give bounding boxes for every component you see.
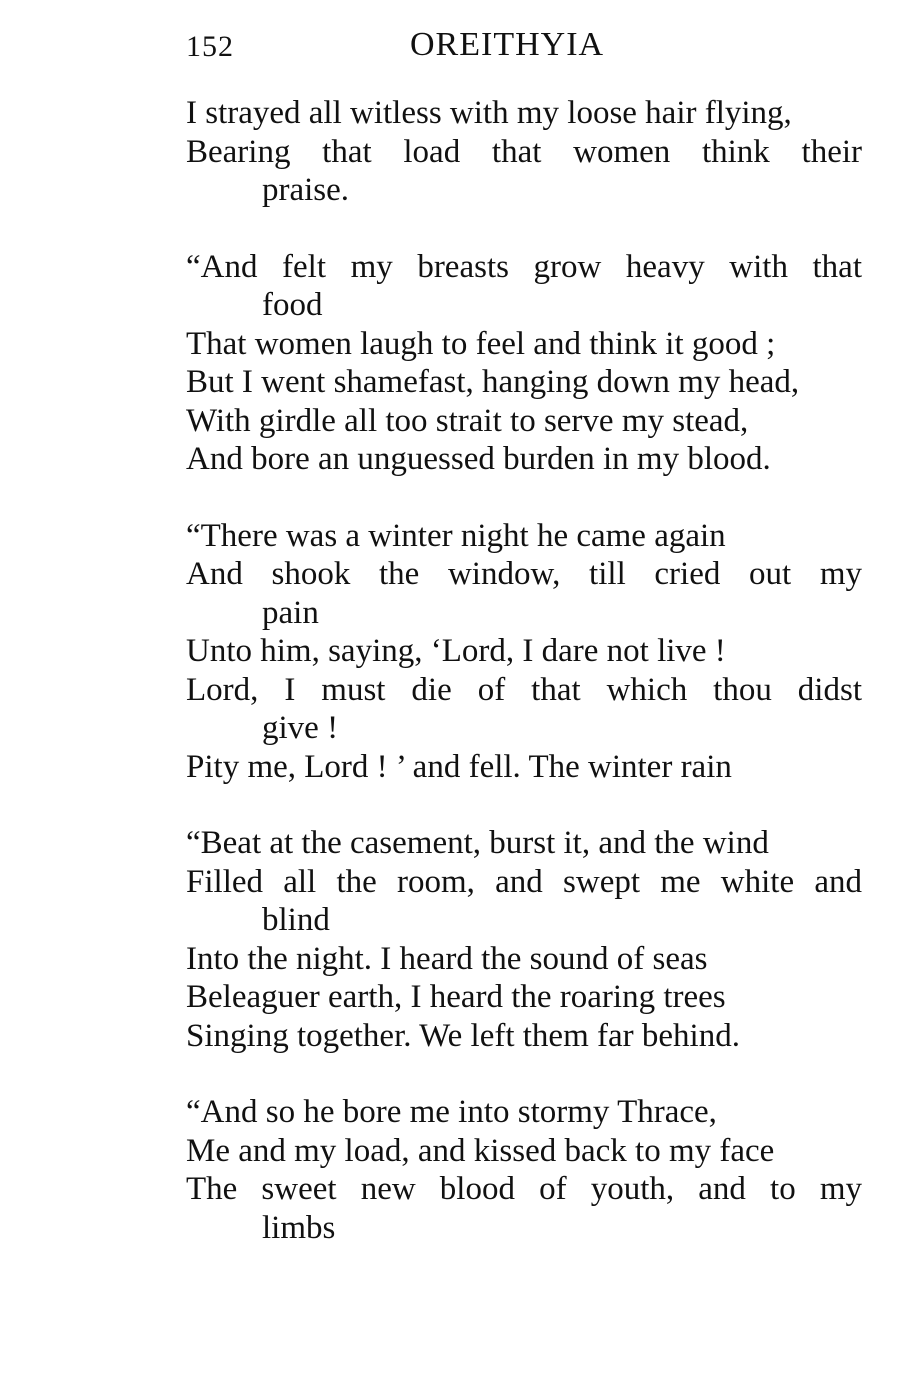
verse-line: And shook the window, till cried out my bbox=[186, 556, 862, 592]
stanza bbox=[186, 824, 862, 1055]
verse-line: Into the night. I heard the sound of seas bbox=[186, 940, 708, 977]
verse-line: “There was a winter night he came again bbox=[186, 517, 726, 554]
stanza bbox=[186, 517, 862, 787]
page-header bbox=[186, 22, 858, 70]
stanza bbox=[186, 94, 862, 210]
verse-line: Bearing that load that women think their bbox=[186, 133, 862, 170]
verse-line-turnover: pain bbox=[262, 594, 319, 631]
page-number: 152 bbox=[186, 30, 234, 63]
verse-line: I strayed all witless with my loose hair flying, bbox=[186, 95, 792, 131]
verse-line: “And so he bore me into stormy Thrace, bbox=[186, 1094, 717, 1130]
verse-line: Lord, I must die of that which thou didst bbox=[186, 671, 862, 708]
stanza-break bbox=[186, 210, 862, 248]
verse-line: Unto him, saying, ‘Lord, I dare not live ! bbox=[186, 633, 726, 669]
verse-line-turnover: blind bbox=[262, 902, 330, 938]
verse-line: “Beat at the casement, burst it, and the wind bbox=[186, 825, 769, 861]
verse-line-turnover: give ! bbox=[262, 710, 339, 746]
verse-line: Pity me, Lord ! ’ and fell. The winter rain bbox=[186, 748, 732, 785]
stanza-break bbox=[186, 1055, 862, 1093]
stanza bbox=[186, 248, 862, 479]
poem-text bbox=[186, 94, 862, 1247]
running-head: OREITHYIA bbox=[410, 26, 605, 63]
verse-line: “And felt my breasts grow heavy with that bbox=[186, 248, 862, 285]
verse-line: With girdle all too strait to serve my stead, bbox=[186, 402, 749, 439]
verse-line: Singing together. We left them far behind. bbox=[186, 1017, 740, 1054]
verse-line-turnover: limbs bbox=[262, 1209, 336, 1246]
stanza-break bbox=[186, 786, 862, 824]
verse-line: Filled all the room, and swept me white and bbox=[186, 863, 862, 900]
verse-line-turnover: praise. bbox=[262, 172, 350, 208]
verse-line: And bore an unguessed burden in my blood. bbox=[186, 441, 771, 477]
verse-line: Me and my load, and kissed back to my face bbox=[186, 1132, 775, 1169]
stanza-break bbox=[186, 479, 862, 517]
verse-line: That women laugh to feel and think it good ; bbox=[186, 325, 776, 362]
stanza bbox=[186, 1093, 862, 1247]
verse-line: But I went shamefast, hanging down my head, bbox=[186, 364, 800, 400]
verse-line: The sweet new blood of youth, and to my bbox=[186, 1171, 862, 1207]
verse-line-turnover: food bbox=[262, 287, 323, 323]
verse-line: Beleaguer earth, I heard the roaring trees bbox=[186, 979, 726, 1015]
